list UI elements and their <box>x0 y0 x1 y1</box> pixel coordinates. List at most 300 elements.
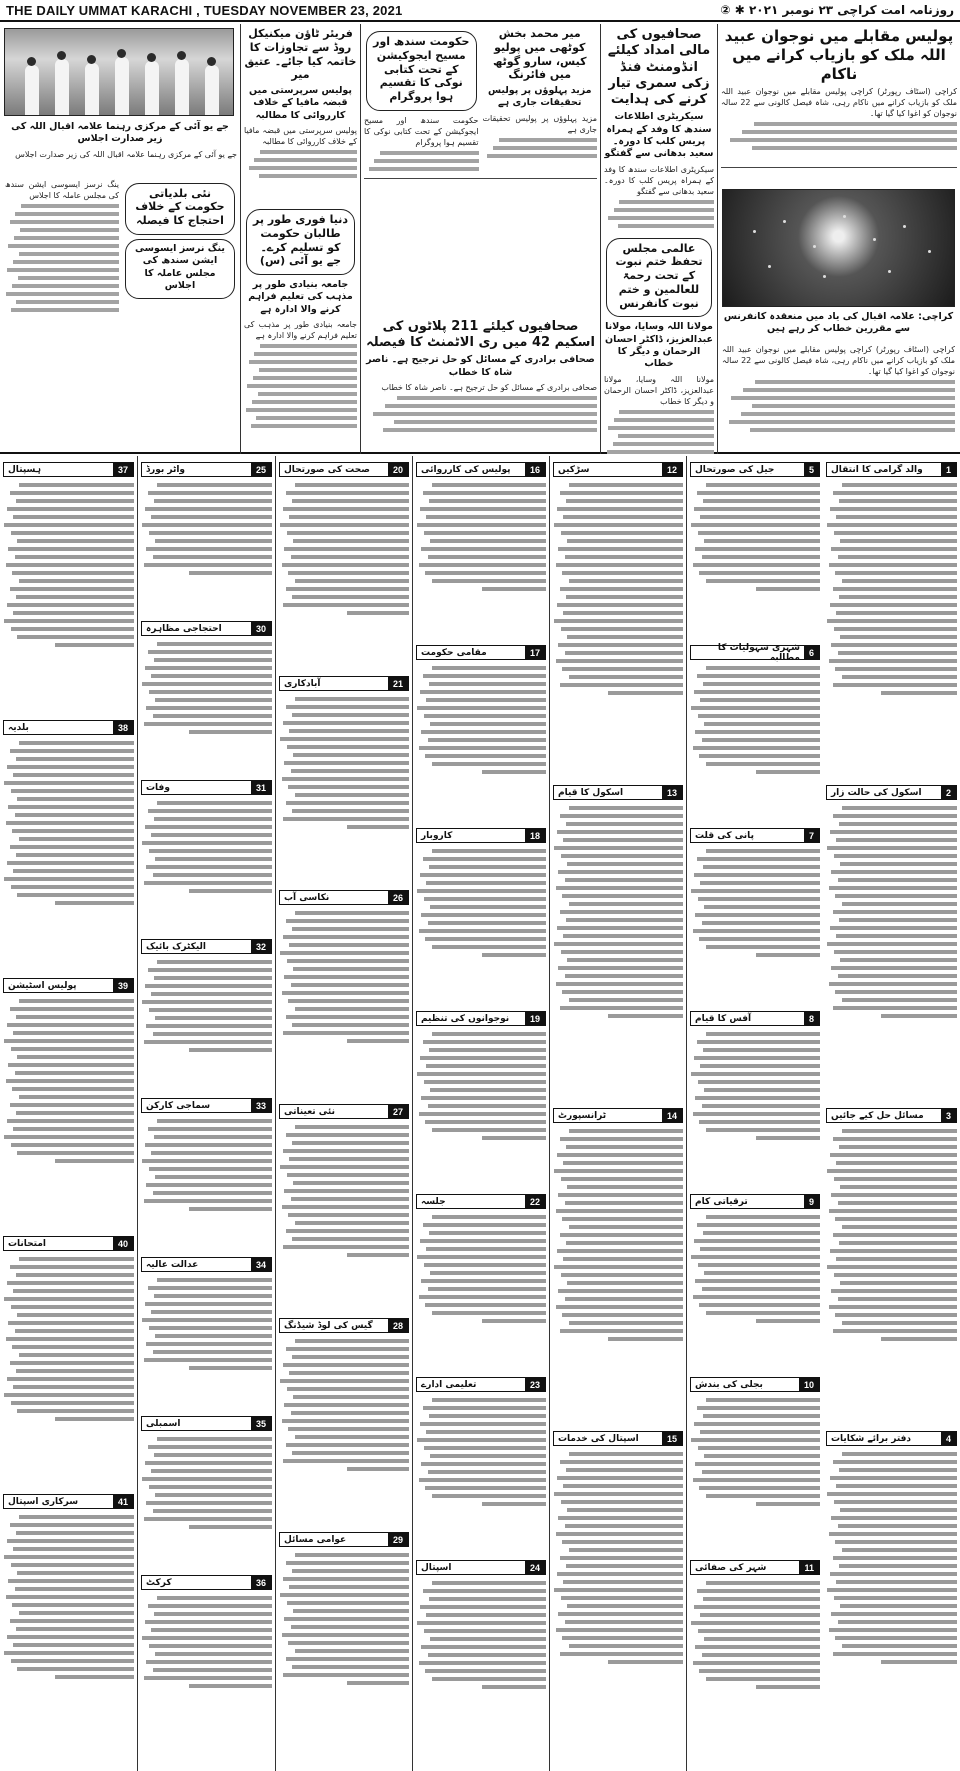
text-line <box>697 1223 821 1227</box>
box-headline-2-title: عالمی مجلس تحفظ ختم نبوت کے تحت رحمۃ للعالمین و ختم نبوت کانفرنس <box>615 241 703 310</box>
news-item-body <box>279 1122 409 1314</box>
news-item-number: 3 <box>941 1109 956 1122</box>
text-line <box>154 817 272 821</box>
text-line <box>702 1653 820 1657</box>
text-line <box>741 412 955 416</box>
top-column-4 <box>240 24 360 454</box>
text-line <box>563 838 683 842</box>
text-line <box>838 1297 957 1301</box>
text-line <box>145 666 272 670</box>
text-line <box>430 1271 546 1275</box>
subhead-4: پولیس سرپرستی میں قبضہ مافیا کے خلاف کارروائی کا مطالبہ <box>249 85 352 121</box>
text-line <box>283 1459 409 1463</box>
text-line <box>12 284 119 288</box>
text-line <box>560 587 684 591</box>
text-line <box>831 1516 957 1520</box>
text-line <box>189 1684 272 1688</box>
text-line <box>565 1201 683 1205</box>
article-3c-body <box>364 382 597 454</box>
news-item-number: 6 <box>804 646 819 659</box>
text-line <box>827 846 957 850</box>
news-item-label <box>279 676 409 691</box>
text-line <box>698 1080 820 1084</box>
subhead-3: مزید پہلوؤں پر پولیس تحقیقات جاری ہے <box>487 85 592 109</box>
text-line <box>704 539 820 543</box>
news-item-number: 16 <box>525 463 545 476</box>
news-item-number: 17 <box>525 646 545 659</box>
text-line <box>554 523 683 527</box>
text-line <box>569 1225 683 1229</box>
text-line <box>836 611 957 615</box>
text-line <box>432 1215 546 1219</box>
top-section <box>0 24 960 454</box>
text-line <box>13 1289 134 1293</box>
text-line <box>827 619 957 623</box>
text-line <box>419 1661 546 1665</box>
news-item-title: جیل کی صورتحال <box>695 464 775 475</box>
text-line <box>695 1645 820 1649</box>
text-line <box>694 873 820 877</box>
text-line <box>347 1253 409 1257</box>
text-line <box>756 770 820 774</box>
top-column-2 <box>600 24 717 454</box>
text-line <box>419 1295 546 1299</box>
text-line <box>10 845 134 849</box>
text-line <box>55 643 134 647</box>
news-item-body <box>553 1449 683 1750</box>
text-line <box>695 730 820 734</box>
news-item-number: 22 <box>525 1195 545 1208</box>
text-line <box>420 690 546 694</box>
text-line <box>151 674 272 678</box>
text-line <box>146 706 272 710</box>
text-line <box>558 870 683 874</box>
text-line <box>157 483 272 487</box>
text-line <box>421 730 546 734</box>
text-line <box>836 1257 957 1261</box>
text-line <box>482 1136 546 1140</box>
text-line <box>560 491 684 495</box>
news-item-label <box>416 1011 546 1026</box>
text-line <box>157 1119 272 1123</box>
text-line <box>247 384 357 388</box>
text-line <box>706 1494 820 1498</box>
text-line <box>256 416 357 420</box>
news-item-label <box>690 642 820 663</box>
news-item-body <box>690 1395 820 1556</box>
text-line <box>562 667 683 671</box>
text-line <box>295 697 409 701</box>
text-line <box>694 690 820 694</box>
text-line <box>834 531 957 535</box>
text-line <box>286 1561 410 1565</box>
text-line <box>560 1329 684 1333</box>
text-line <box>146 865 272 869</box>
news-item-body <box>3 1254 134 1490</box>
news-item-label <box>553 785 683 800</box>
text-line <box>142 1318 272 1322</box>
text-line <box>11 1563 134 1567</box>
article-text: جے یو آئی کے مرکزی رہنما علامہ اقبال اللہ کی زیر صدارت اجلاس <box>15 149 237 159</box>
text-line <box>430 1637 546 1641</box>
text-line <box>703 682 820 686</box>
news-item-title: پولیس اسٹیشن <box>8 980 77 991</box>
text-line <box>55 901 134 905</box>
news-item-body <box>416 1578 546 1739</box>
text-line <box>756 1136 820 1140</box>
text-line <box>149 690 272 694</box>
text-line <box>16 853 134 857</box>
text-line <box>280 1165 409 1169</box>
text-line <box>554 846 683 850</box>
masthead-urdu: روزنامہ امت کراچی ۲۳ نومبر ۲۰۲۱ ✱ ② <box>720 3 954 17</box>
top-column-1 <box>717 24 960 454</box>
text-line <box>4 1555 134 1559</box>
text-line <box>704 1088 820 1092</box>
text-line <box>833 491 957 495</box>
text-line <box>16 1627 134 1631</box>
article-text: سیکریٹری اطلاعات سندھ کا وفد کے ہمراہ پریس کلب کا دورہ۔ سعید بدھانی سے گفتگو <box>604 164 714 196</box>
text-line <box>557 1153 683 1157</box>
text-line <box>693 1295 820 1299</box>
text-line <box>560 814 684 818</box>
bottom-column-4 <box>412 456 549 1771</box>
news-item-label <box>141 462 272 477</box>
news-item-body <box>690 1029 820 1190</box>
text-line <box>842 902 957 906</box>
text-line <box>432 1581 546 1585</box>
text-line <box>756 1319 820 1323</box>
text-line <box>13 260 119 264</box>
news-item-title: تعلیمی ادارے <box>421 1379 477 1390</box>
text-line <box>567 862 683 866</box>
text-line <box>694 1239 820 1243</box>
text-line <box>556 1628 683 1632</box>
text-line <box>827 1492 957 1496</box>
text-line <box>742 130 957 134</box>
text-line <box>417 889 546 893</box>
text-line <box>831 870 957 874</box>
text-line <box>15 212 119 216</box>
text-line <box>691 1438 820 1442</box>
text-line <box>292 809 409 813</box>
news-item-title: اسکول کا قیام <box>558 787 624 798</box>
text-line <box>614 418 714 422</box>
text-line <box>287 745 409 749</box>
news-item-body <box>553 1126 683 1427</box>
article-3b-body <box>364 115 479 175</box>
text-line <box>288 1213 409 1217</box>
text-line <box>835 990 957 994</box>
text-line <box>562 990 683 994</box>
article-5-caption-body <box>3 149 237 179</box>
text-line <box>830 830 957 834</box>
text-line <box>155 1493 272 1497</box>
text-line <box>397 396 597 400</box>
text-line <box>694 507 820 511</box>
text-line <box>558 966 683 970</box>
text-line <box>699 1120 820 1124</box>
text-line <box>569 1644 683 1648</box>
text-line <box>827 523 957 527</box>
text-line <box>421 547 546 551</box>
text-line <box>6 821 134 825</box>
text-line <box>836 515 957 519</box>
text-line <box>282 991 409 995</box>
text-line <box>286 491 410 495</box>
text-line <box>374 159 478 163</box>
text-line <box>558 1289 683 1293</box>
text-line <box>295 1125 409 1129</box>
text-line <box>425 754 546 758</box>
text-line <box>565 1297 683 1301</box>
text-line <box>280 951 409 955</box>
article-text: کراچی (اسٹاف رپورٹر) کراچی پولیس مقابلے میں نوجوان عبید اللہ ملک کو بازیاب کرانے میں ناکام رہی، شاہ فیصل کالونی سے 22 سالہ نوجوان کو اغوا کیا گیا تھا۔ <box>722 345 955 376</box>
text-line <box>426 1430 546 1434</box>
news-item-body <box>826 1449 957 1750</box>
text-line <box>698 714 820 718</box>
text-line <box>608 691 683 695</box>
text-line <box>560 910 684 914</box>
text-line <box>283 507 409 511</box>
text-line <box>827 942 957 946</box>
text-line <box>699 1486 820 1490</box>
text-line <box>295 911 409 915</box>
news-item-number: 31 <box>251 781 271 794</box>
news-item-number: 4 <box>941 1432 956 1445</box>
text-line <box>154 976 272 980</box>
text-line <box>482 770 546 774</box>
text-line <box>836 838 957 842</box>
text-line <box>289 729 409 733</box>
text-line <box>706 1677 820 1681</box>
text-line <box>19 1353 134 1357</box>
text-line <box>703 1414 820 1418</box>
text-line <box>706 666 820 670</box>
text-line <box>142 523 272 527</box>
bottom-column-6 <box>137 456 275 1771</box>
text-line <box>423 857 547 861</box>
text-line <box>424 1629 546 1633</box>
text-line <box>836 934 957 938</box>
news-item-number: 10 <box>799 1378 819 1391</box>
text-line <box>706 849 820 853</box>
news-item-title: جلسہ <box>421 1196 446 1207</box>
text-line <box>291 1625 409 1629</box>
news-item-body <box>279 480 409 672</box>
text-line <box>146 1660 272 1664</box>
news-item-body <box>141 480 272 617</box>
text-line <box>417 1072 546 1076</box>
text-line <box>284 1189 409 1193</box>
news-item-number: 23 <box>525 1378 545 1391</box>
text-line <box>148 1286 272 1290</box>
text-line <box>289 943 409 947</box>
text-line <box>260 150 357 154</box>
text-line <box>420 1605 546 1609</box>
text-line <box>428 1470 546 1474</box>
text-line <box>557 1249 683 1253</box>
text-line <box>833 587 957 591</box>
text-line <box>19 1515 134 1519</box>
group-photo <box>4 28 234 116</box>
text-line <box>835 667 957 671</box>
text-line <box>569 675 683 679</box>
text-line <box>292 1237 409 1241</box>
text-line <box>556 1532 683 1536</box>
text-line <box>695 1096 820 1100</box>
text-line <box>16 1111 134 1115</box>
text-line <box>569 483 683 487</box>
text-line <box>560 1460 684 1464</box>
text-line <box>567 1185 683 1189</box>
text-line <box>282 1633 409 1637</box>
text-line <box>698 897 820 901</box>
news-item-number: 9 <box>804 1195 819 1208</box>
box-headline-4 <box>246 209 355 275</box>
news-item-body <box>690 480 820 641</box>
box-headline-5 <box>125 183 235 235</box>
subhead-3-second: صحافی برادری کے مسائل کو حل ترجیح ہے۔ ناصر شاہ کا خطاب <box>366 354 595 378</box>
news-item-number: 39 <box>113 979 133 992</box>
text-line <box>691 523 820 527</box>
article-5-body <box>5 179 119 359</box>
text-line <box>144 1358 272 1362</box>
text-line <box>291 1411 409 1415</box>
text-line <box>835 1217 957 1221</box>
text-line <box>569 1548 683 1552</box>
text-line <box>423 674 547 678</box>
text-line <box>421 1645 546 1649</box>
text-line <box>691 1072 820 1076</box>
text-line <box>423 1040 547 1044</box>
news-item-label <box>416 1377 546 1392</box>
news-item-title: کرکٹ <box>146 1577 172 1588</box>
news-item-label <box>826 785 957 800</box>
news-item-body <box>141 1434 272 1571</box>
text-line <box>429 499 546 503</box>
text-line <box>10 1007 134 1011</box>
text-line <box>148 1127 272 1131</box>
text-line <box>833 1137 957 1141</box>
text-line <box>11 1659 134 1663</box>
text-line <box>839 918 957 922</box>
article-3-body <box>483 113 598 173</box>
text-line <box>7 1281 134 1285</box>
news-item-title: وفات <box>146 782 170 793</box>
text-line <box>842 1644 957 1648</box>
text-line <box>13 611 134 615</box>
text-line <box>703 1048 820 1052</box>
text-line <box>842 806 957 810</box>
masthead-english: THE DAILY UMMAT KARACHI , TUESDAY NOVEMBER 23, 2021 <box>6 2 403 18</box>
headline-4: فریئر ٹاؤن میکنیکل روڈ سے تجاوزات کا خاتمہ کیا جائے۔ عتیق میر <box>244 27 357 82</box>
text-line <box>292 1141 409 1145</box>
text-line <box>142 1159 272 1163</box>
text-line <box>142 1477 272 1481</box>
text-line <box>154 1135 272 1139</box>
news-item-label <box>279 462 409 477</box>
text-line <box>558 1193 683 1197</box>
news-item-body <box>141 1116 272 1253</box>
text-line <box>291 555 409 559</box>
news-item-body <box>141 639 272 776</box>
text-line <box>563 1580 683 1584</box>
text-line <box>292 595 409 599</box>
news-item-body <box>416 1212 546 1373</box>
text-line <box>148 1445 272 1449</box>
text-line <box>145 1461 272 1465</box>
text-line <box>4 1393 134 1397</box>
news-item-title: نئی تعیناتی <box>284 1106 335 1117</box>
text-line <box>569 579 683 583</box>
text-line <box>750 428 955 432</box>
text-line <box>842 998 957 1002</box>
text-line <box>4 877 134 881</box>
newspaper-page <box>0 24 960 1771</box>
text-line <box>16 1531 134 1535</box>
text-line <box>703 1231 820 1235</box>
text-line <box>567 1281 683 1285</box>
text-line <box>554 619 683 623</box>
text-line <box>4 1297 134 1301</box>
text-line <box>421 1279 546 1283</box>
text-line <box>613 442 714 446</box>
news-item-body <box>3 996 134 1232</box>
text-line <box>295 1339 409 1343</box>
text-line <box>706 483 820 487</box>
text-line <box>608 426 714 430</box>
article-text: پولیس سرپرستی میں قبضہ مافیا کے خلاف کارروائی کا مطالبہ <box>244 126 357 147</box>
text-line <box>13 1031 134 1035</box>
text-line <box>607 450 714 454</box>
text-line <box>20 228 119 232</box>
text-line <box>286 1657 410 1661</box>
text-line <box>839 499 957 503</box>
text-line <box>286 705 410 709</box>
text-line <box>608 1337 683 1341</box>
text-line <box>562 1636 683 1640</box>
text-line <box>189 1048 272 1052</box>
text-line <box>432 1494 546 1498</box>
box-subhead-4: جامعہ بنیادی طور پر مذہب کی تعلیم فراہم کرنے والا ادارہ ہے <box>248 279 353 315</box>
text-line <box>8 1321 134 1325</box>
text-line <box>295 1007 409 1011</box>
text-line <box>562 571 683 575</box>
text-line <box>561 1177 683 1181</box>
text-line <box>148 1604 272 1608</box>
text-line <box>833 814 957 818</box>
news-item-label <box>141 1416 272 1431</box>
text-line <box>144 1676 272 1680</box>
text-line <box>292 1665 409 1669</box>
news-item-label <box>690 828 820 843</box>
text-line <box>19 252 119 256</box>
text-line <box>347 1681 409 1685</box>
text-line <box>153 1032 272 1036</box>
text-line <box>704 905 820 909</box>
text-line <box>282 563 409 567</box>
text-line <box>286 1347 410 1351</box>
text-line <box>7 861 134 865</box>
text-line <box>149 1644 272 1648</box>
text-line <box>429 682 546 686</box>
text-line <box>157 1278 272 1282</box>
text-line <box>283 817 409 821</box>
text-line <box>419 929 546 933</box>
news-item-body <box>279 694 409 886</box>
text-line <box>144 881 272 885</box>
